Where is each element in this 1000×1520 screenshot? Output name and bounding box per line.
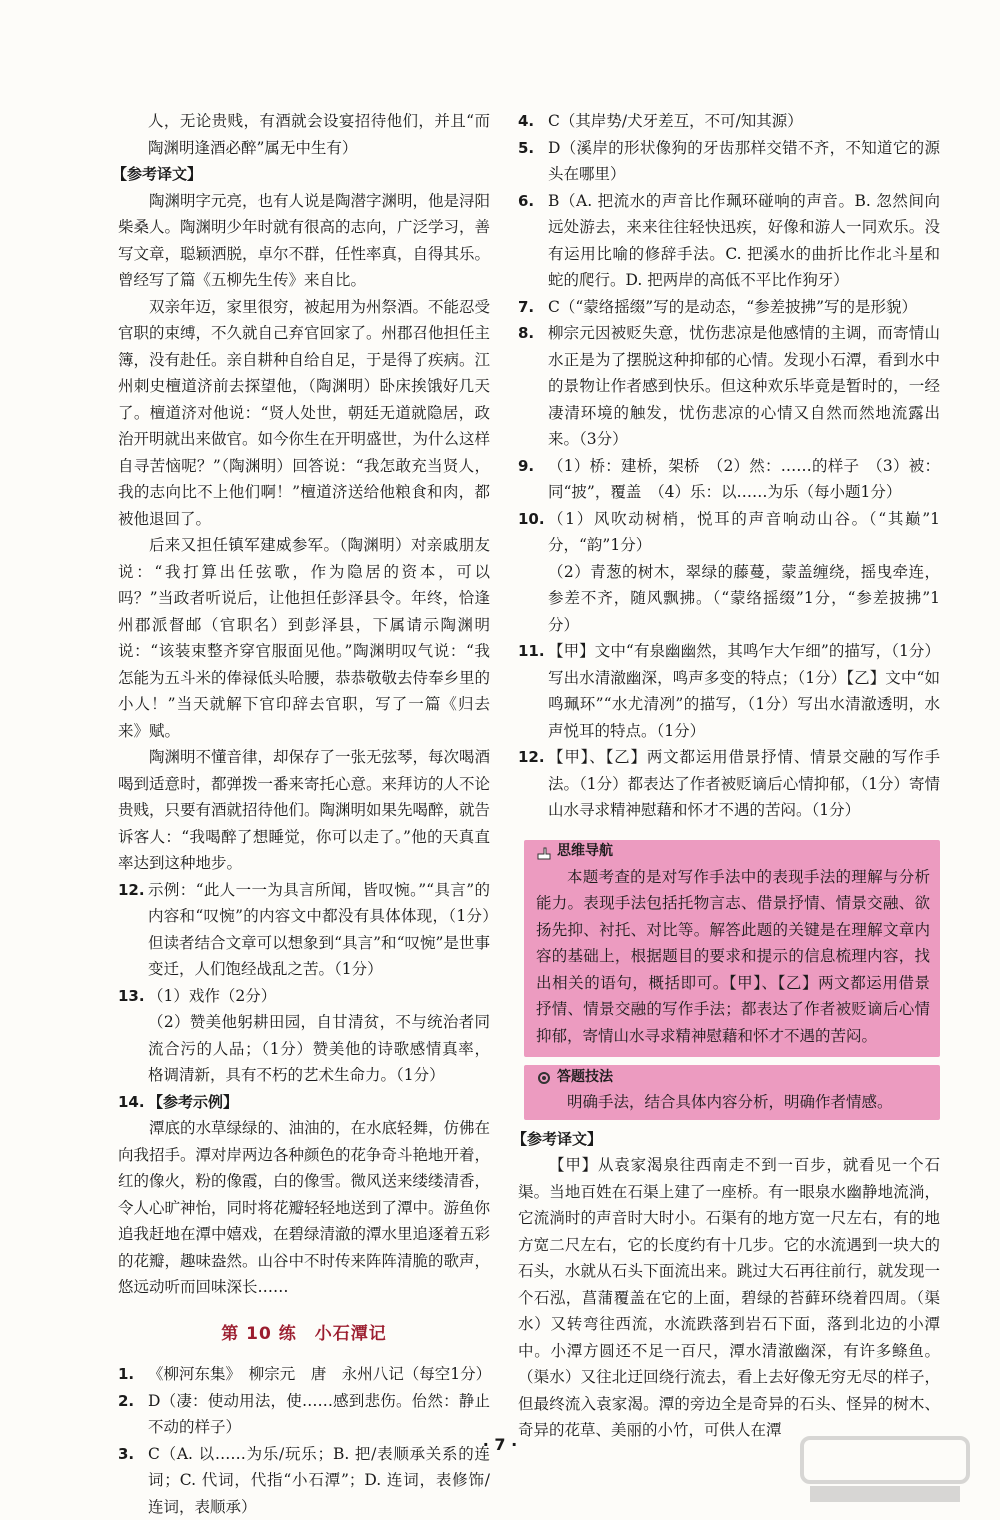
item-text: （1）戏作（2分） <box>148 983 490 1010</box>
item-text: 【甲】、【乙】两文都运用借景抒情、情景交融的写作手法。（1分）都表达了作者被贬谪后心情抑郁，（1分）寄情山水寻求精神慰藉和怀才不遇的苦闷。（1分） <box>548 744 940 824</box>
answer-item <box>518 320 940 453</box>
item-text: （2）青葱的树木，翠绿的藤蔓，蒙盖缠绕，摇曳牵连，参差不齐，随风飘拂。（“蒙络摇缀”1分，“参差披拂”1分） <box>548 559 940 639</box>
pointing-hand-icon <box>536 844 552 860</box>
example-paragraph: 潭底的水草绿绿的、油油的，在水底轻舞，仿佛在向我招手。潭对岸两边各种颜色的花争奇斗艳地开着，红的像火，粉的像霞，白的像雪。微风送来缕缕清香，令人心旷神怡，同时将花瓣轻轻地送到了潭中。游鱼你追我赶地在潭中嬉戏，在碧绿清澈的潭水里追逐着五彩的花瓣，趣味盎然。山谷中不时传来阵阵清脆的歌声，悠远动听而回味深长…… <box>118 1115 490 1301</box>
item-number: 5. <box>518 135 534 162</box>
item-number: 12. <box>518 744 545 771</box>
translation-paragraph: 后来又担任镇军建威参军。（陶渊明）对亲戚朋友说：“我打算出任弦歌，作为隐居的资本，可以吗？”当政者听说后，让他担任彭泽县令。年终，恰逢州郡派督邮（官职名）到彭泽县，下属请示陶渊明说：“该装束整齐穿官服面见他。”陶渊明叹气说：“我怎能为五斗米的俸禄低头哈腰，恭恭敬敬去侍奉乡里的小人！”当天就解下官印辞去官职，写了一篇《归去来》赋。 <box>118 532 490 744</box>
item-number: 12. <box>118 877 145 904</box>
translation-paragraph: 双亲年迈，家里很穷，被起用为州祭酒。不能忍受官职的束缚，不久就自己弃官回家了。州郡召他担任主簿，没有赴任。亲自耕种自给自足，于是得了疾病。江州刺史檀道济前去探望他，（陶渊明）卧床挨饿好几天了。檀道济对他说：“贤人处世，朝廷无道就隐居，政治开明就出来做官。如今你生在开明盛世，为什么这样自寻苦恼呢？”（陶渊明）回答说：“我怎敢充当贤人，我的志向比不上他们啊！”檀道济送给他粮食和肉，都被他退回了。 <box>118 294 490 533</box>
item-number: 2. <box>118 1388 134 1415</box>
item-text: C（A. 以……为乐/玩乐；B. 把/表顺承关系的连词；C. 代词，代指“小石潭”；D. 连词，表修饰/连词，表顺承） <box>148 1441 490 1520</box>
item-text: （1）风吹动树梢，悦耳的声音响动山谷。（“其巅”1分，“韵”1分） <box>548 506 940 559</box>
answer-tips-box <box>524 1065 940 1120</box>
item-number: 9. <box>518 453 534 480</box>
item-number: 13. <box>118 983 145 1010</box>
item-text: （1）桥：建桥，架桥 （2）然：……的样子 （3）被：同“披”，覆盖 （4）乐：以……为乐（每小题1分） <box>548 453 940 506</box>
section-title: 第 10 练 小石潭记 <box>118 1321 490 1348</box>
item-text: C（其岸势/犬牙差互，不可/知其源） <box>548 108 940 135</box>
item-text: 示例：“此人一一为具言所闻，皆叹惋。”“具言”的内容和“叹惋”的内容文中都没有具体体现，（1分）但读者结合文章可以想象到“具言”和“叹惋”是世事变迁，人们饱经战乱之苦。（1分） <box>148 877 490 983</box>
answer-item <box>518 188 940 294</box>
answer-tips-header <box>536 1065 930 1089</box>
thinking-guide-text: 本题考查的是对写作手法中的表现手法的理解与分析能力。表现手法包括托物言志、借景抒情、情景交融、欲扬先抑、衬托、对比等。解答此题的关键是在理解文章内容的基础上，根据题目的要求和提示的信息梳理内容，找出相关的语句，概括即可。【甲】、【乙】两文都运用借景抒情、情景交融的写作手法；都表达了作者被贬谪后心情抑郁，寄情山水寻求精神慰藉和怀才不遇的苦闷。 <box>536 864 930 1050</box>
item-number: 8. <box>518 320 534 347</box>
answer-item <box>118 983 490 1089</box>
example-heading: 【参考示例】 <box>148 1093 238 1111</box>
thinking-guide-title: 思维导航 <box>557 838 613 865</box>
item-number: 10. <box>518 506 545 533</box>
item-text: D（溪岸的形状像狗的牙齿那样交错不齐，不知道它的源头在哪里） <box>548 135 940 188</box>
item-text: D（凄：使动用法，使……感到悲伤。佁然：静止不动的样子） <box>148 1388 490 1441</box>
item-text: 柳宗元因被贬失意，忧伤悲凉是他感情的主调，而寄情山水正是为了摆脱这种抑郁的心情。发现小石潭，看到水中的景物让作者感到快乐。但这种欢乐毕竟是暂时的，一经凄清环境的触发，忧伤悲凉的心情又自然而然地流露出来。（3分） <box>548 320 940 453</box>
page-number: · 7 · <box>0 1432 1000 1459</box>
item-number: 11. <box>518 638 545 665</box>
item-text: 【甲】文中“有泉幽幽然，其鸣乍大乍细”的描写，（1分）写出水清澈幽深，鸣声多变的特点；（1分）【乙】文中“如鸣珮环”“水尤清冽”的描写，（1分）写出水清澈透明，水声悦耳的特点。（1分） <box>548 638 940 744</box>
answer-tips-text: 明确手法，结合具体内容分析，明确作者情感。 <box>536 1089 930 1116</box>
answer-item <box>518 453 940 506</box>
answer-item <box>518 108 940 135</box>
answer-item <box>118 1089 490 1116</box>
translation-heading: 【参考译文】 <box>112 161 490 188</box>
item-text: C（“蒙络摇缀”写的是动态，“参差披拂”写的是形貌） <box>548 294 940 321</box>
translation-paragraph: 陶渊明不懂音律，却保存了一张无弦琴，每次喝酒喝到适意时，都弹拨一番来寄托心意。来拜访的人不论贵贱，只要有酒就招待他们。陶渊明如果先喝醉，就告诉客人：“我喝醉了想睡觉，你可以走了。”他的天真直率达到这种地步。 <box>118 744 490 877</box>
answer-item <box>518 506 940 639</box>
answer-item <box>518 294 940 321</box>
translation-paragraph: 【甲】从袁家渴泉往西南走不到一百步，就看见一个石渠。当地百姓在石渠上建了一座桥。有一眼泉水幽静地流淌，它流淌时的声音时大时小。石渠有的地方宽一尺左右，有的地方宽二尺左右，它的长度约有十几步。它的水流遇到一块大的石头，水就从石头下面流出来。跳过大石再往前行，就发现一个石泓，菖蒲覆盖在它的上面，碧绿的苔藓环绕着四周。（渠水）又转弯往西流，水流跌落到岩石下面，落到北边的小潭中。小潭方圆还不足一百尺，潭水清澈幽深，有许多鲦鱼。（渠水）又往北迂回绕行流去，看上去好像无穷无尽的样子，但最终流入袁家渴。潭的旁边全是奇异的石头、怪异的树木、奇异的花草、美丽的小竹，可供人在潭 <box>518 1152 940 1444</box>
gear-icon <box>536 1069 552 1085</box>
answer-item <box>518 135 940 188</box>
item-number: 4. <box>518 108 534 135</box>
item-number: 1. <box>118 1361 134 1388</box>
answer-item <box>118 1361 490 1388</box>
answer-item <box>118 877 490 983</box>
thinking-guide-header <box>536 840 930 864</box>
item-text: B（A. 把流水的声音比作珮环碰响的声音。B. 忽然间向远处游去，来来往往轻快迅疾，好像和游人一同欢乐。没有运用比喻的修辞手法。C. 把溪水的曲折比作北斗星和蛇的爬行。D. 把两岸的高低不平比作狗牙） <box>548 188 940 294</box>
translation-paragraph: 陶渊明字元亮，也有人说是陶潜字渊明，他是浔阳柴桑人。陶渊明少年时就有很高的志向，广泛学习，善写文章，聪颖洒脱，卓尔不群，任性率真，自得其乐。曾经写了篇《五柳先生传》来自比。 <box>118 188 490 294</box>
left-column <box>118 108 490 1520</box>
item-text: 《柳河东集》 柳宗元 唐 永州八记（每空1分） <box>148 1361 490 1388</box>
answer-tips-title: 答题技法 <box>557 1064 613 1091</box>
watermark-logo <box>800 1436 970 1506</box>
item-number: 7. <box>518 294 534 321</box>
answer-item <box>518 638 940 744</box>
item-text: （2）赞美他躬耕田园，自甘清贫，不与统治者同流合污的人品；（1分）赞美他的诗歌感情真率，格调清新，具有不朽的艺术生命力。（1分） <box>148 1009 490 1089</box>
thinking-guide-box <box>524 840 940 1058</box>
translation-heading: 【参考译文】 <box>512 1126 940 1153</box>
right-column <box>518 108 940 1444</box>
item-number: 6. <box>518 188 534 215</box>
item-number: 3. <box>118 1441 134 1468</box>
answer-item <box>518 744 940 824</box>
item-number: 14. <box>118 1089 145 1116</box>
continued-text: 人，无论贵贱，有酒就会设宴招待他们，并且“而陶渊明逢酒必醉”属无中生有） <box>118 108 490 161</box>
